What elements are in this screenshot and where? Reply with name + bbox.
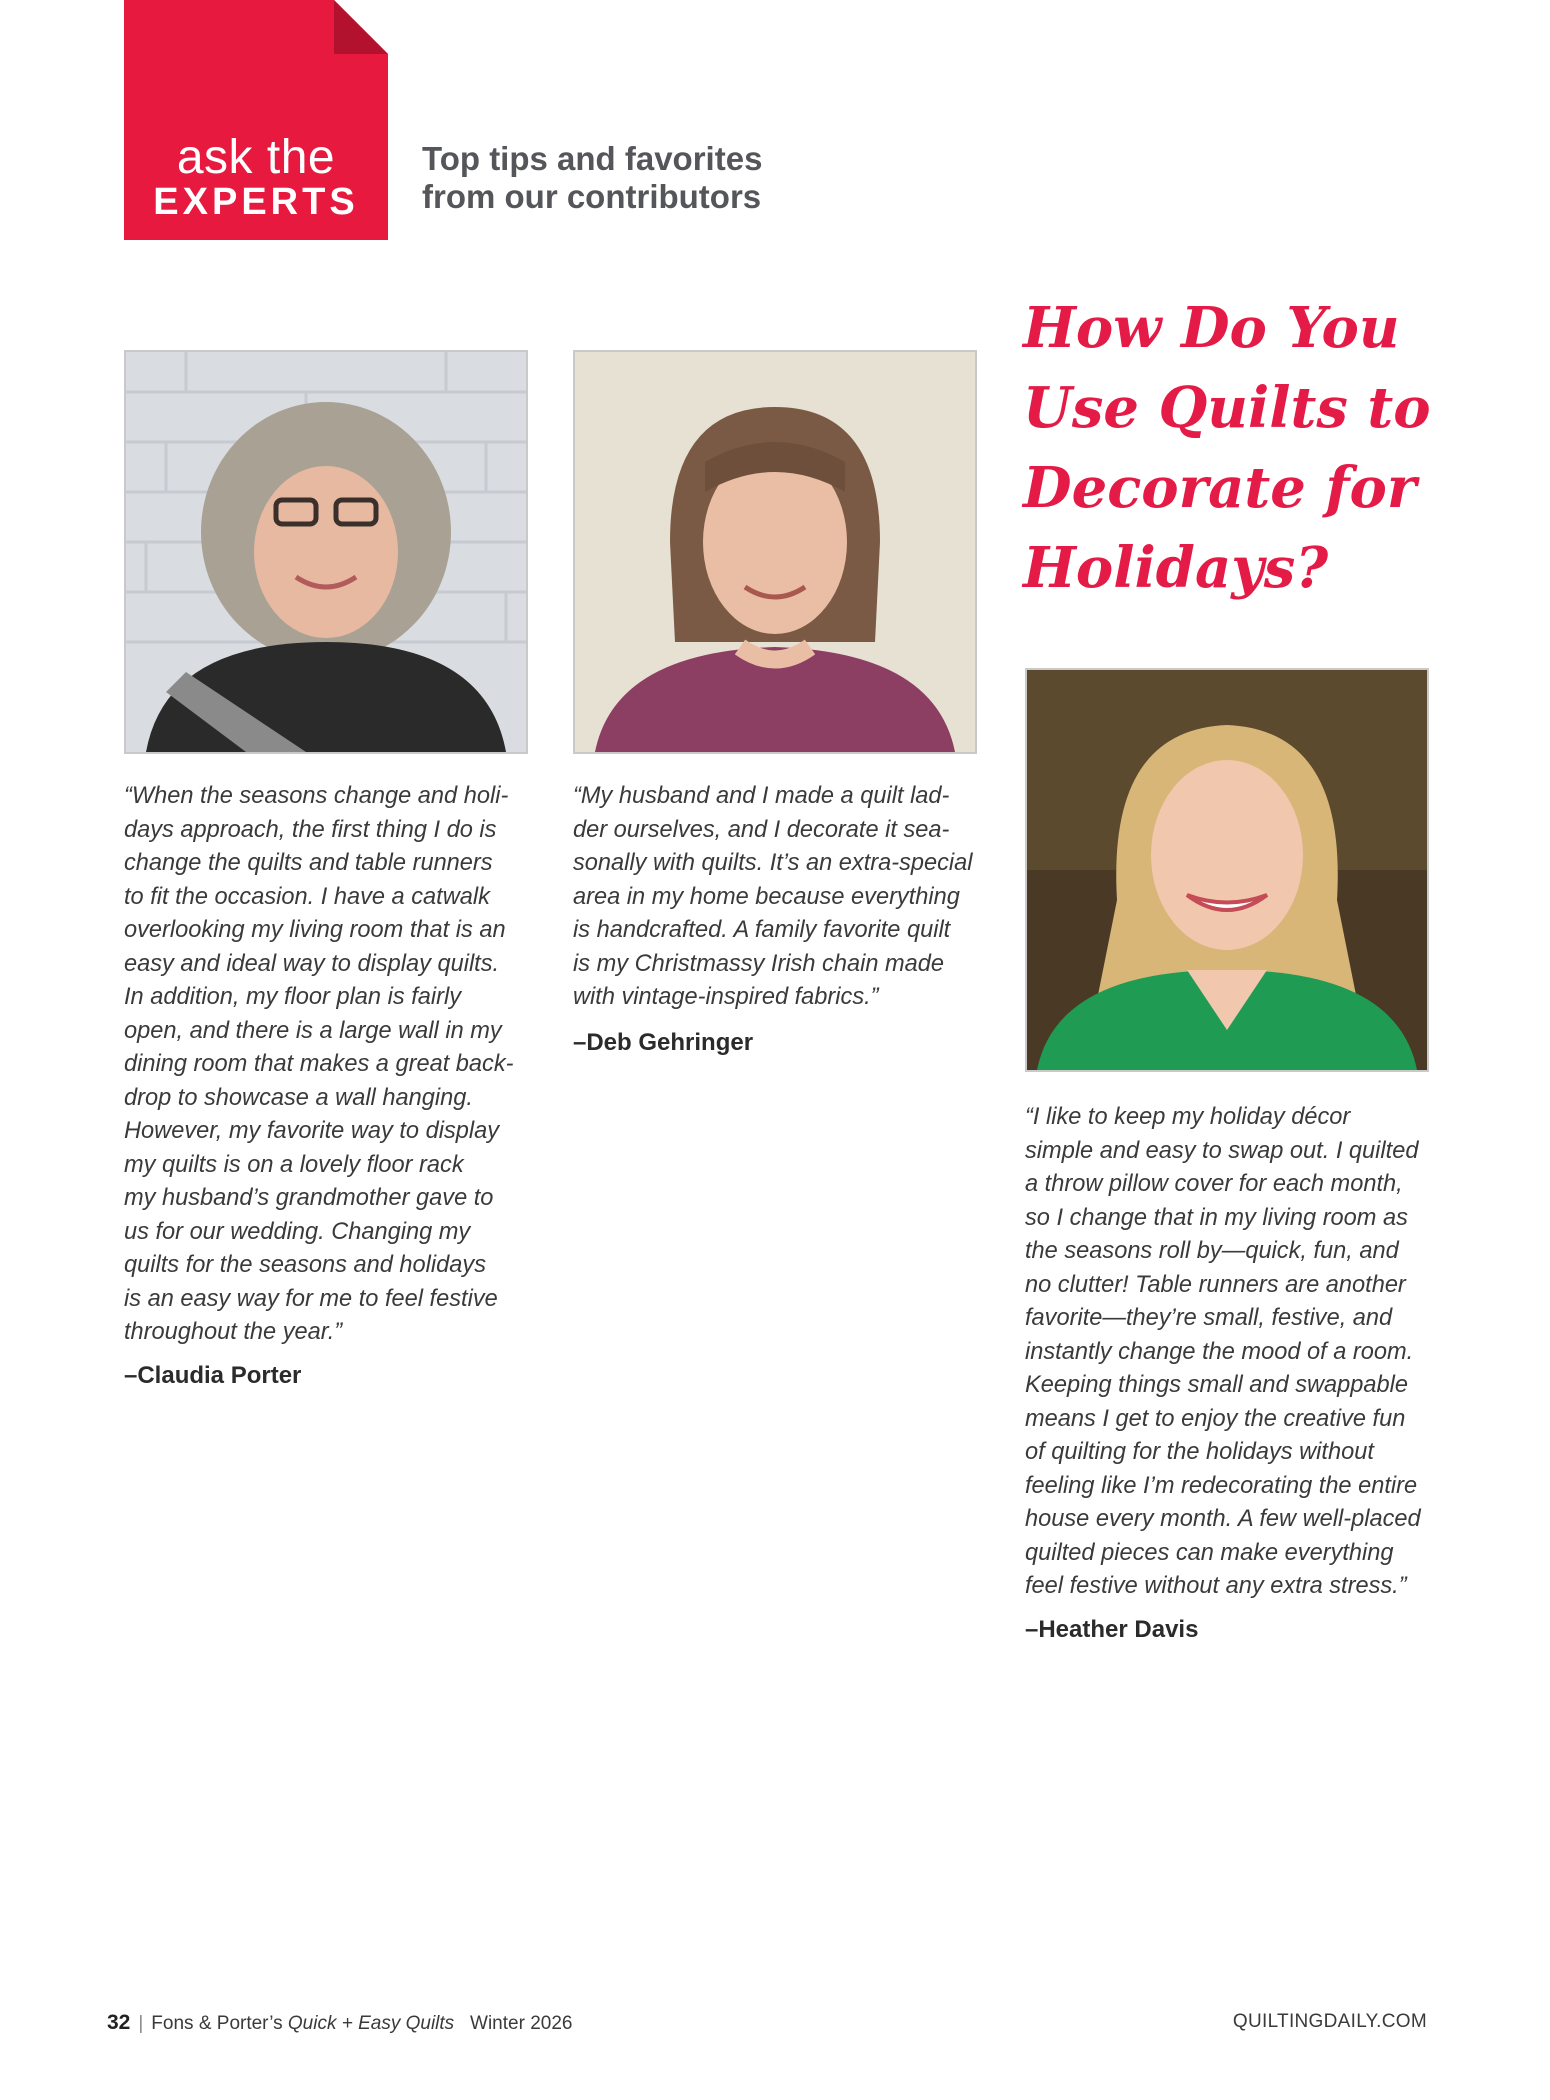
quote-line: throughout the year.”: [124, 1319, 343, 1345]
portrait-photo-icon: [126, 352, 526, 752]
page-footer: [107, 2011, 1427, 2041]
tab-label-experts: EXPERTS: [153, 181, 359, 223]
quote-line: my quilts is on a lovely floor rack: [124, 1151, 464, 1178]
quote-line: favorite—they’re small, festive, and: [1025, 1305, 1393, 1331]
quote-line: means I get to enjoy the creative fun: [1025, 1405, 1406, 1432]
quote-line: is handcrafted. A family favorite quilt: [573, 917, 951, 943]
quote-line: dining room that makes a great back-: [124, 1051, 514, 1077]
quote-line: overlooking my living room that is an: [124, 917, 506, 943]
quote-line: quilted pieces can make everything: [1025, 1539, 1394, 1566]
quote-line: days approach, the first thing I do is: [124, 816, 497, 843]
footer-folio: [107, 2011, 572, 2035]
publication-prefix: Fons & Porter’s: [151, 2013, 288, 2034]
quote-line: quilts for the seasons and holidays: [124, 1252, 486, 1278]
issue-date: Winter 2026: [470, 2013, 573, 2034]
attribution-deb-gehringer: –Deb Gehringer: [573, 1029, 754, 1056]
subtitle-line: from our contributors: [422, 178, 762, 215]
quote-line: simple and easy to swap out. I quilted: [1025, 1137, 1419, 1164]
quote-line: Keeping things small and swappable: [1025, 1372, 1408, 1398]
quote-line: “I like to keep my holiday décor: [1025, 1104, 1351, 1130]
expert-photo-heather-davis: [1025, 668, 1429, 1072]
quote-line: house every month. A few well-placed: [1025, 1506, 1421, 1532]
website-link[interactable]: QUILTINGDAILY.COM: [1232, 2011, 1427, 2032]
quote-line: drop to showcase a wall hanging.: [124, 1084, 473, 1111]
attribution-heather-davis: –Heather Davis: [1025, 1616, 1199, 1643]
attribution-claudia-porter: –Claudia Porter: [124, 1362, 302, 1389]
quote-line: no clutter! Table runners are another: [1025, 1271, 1406, 1298]
publication-title: Quick + Easy Quilts: [287, 2013, 455, 2034]
quote-line: is an easy way for me to feel festive: [124, 1285, 498, 1312]
portrait-photo-icon: [575, 352, 975, 752]
headline-line: Decorate for: [1023, 455, 1417, 521]
quote-line: instantly change the mood of a room.: [1025, 1338, 1414, 1365]
page-number: 32: [107, 2011, 131, 2034]
tab-label-ask-the: ask the: [176, 131, 336, 184]
quote-line: so I change that in my living room as: [1025, 1204, 1408, 1231]
footer-separator: |: [138, 2013, 144, 2034]
quote-line: us for our wedding. Changing my: [124, 1218, 471, 1245]
quote-line: the seasons roll by—quick, fun, and: [1025, 1238, 1399, 1264]
headline-line: Use Quilts to: [1023, 375, 1431, 441]
quote-line: “When the seasons change and holi-: [124, 783, 509, 809]
quote-line: is my Christmassy Irish chain made: [573, 950, 945, 977]
quote-line: change the quilts and table runners: [124, 850, 493, 876]
section-subtitle: [422, 140, 842, 216]
headline-line: How Do You: [1023, 295, 1400, 361]
headline-line: Holidays?: [1023, 535, 1329, 601]
quote-line: of quilting for the holidays without: [1025, 1439, 1374, 1465]
quote-line: feel festive without any extra stress.”: [1025, 1573, 1407, 1599]
quote-line: sonally with quilts. It’s an extra-special: [573, 850, 973, 876]
portrait-photo-icon: [1027, 670, 1427, 1070]
quote-line: feeling like I’m redecorating the entire: [1025, 1472, 1418, 1499]
expert-photo-claudia-porter: [124, 350, 528, 754]
quote-line: open, and there is a large wall in my: [124, 1017, 502, 1044]
quote-line: In addition, my floor plan is fairly: [124, 984, 462, 1010]
quote-line: However, my favorite way to display: [124, 1118, 500, 1144]
section-tab: [124, 0, 388, 240]
expert-quote-deb-gehringer: [573, 780, 993, 1015]
subtitle-line: Top tips and favorites: [422, 140, 763, 177]
quote-line: with vintage-inspired fabrics.”: [573, 984, 879, 1010]
page-headline: [1023, 288, 1431, 608]
quote-line: to fit the occasion. I have a catwalk: [124, 883, 490, 910]
quote-line: “My husband and I made a quilt lad-: [573, 783, 950, 809]
quote-line: a throw pillow cover for each month,: [1025, 1171, 1403, 1197]
quote-line: easy and ideal way to display quilts.: [124, 950, 500, 977]
expert-photo-deb-gehringer: [573, 350, 977, 754]
expert-quote-heather-davis: [1025, 1101, 1445, 1604]
expert-quote-claudia-porter: [124, 780, 544, 1350]
quote-line: area in my home because everything: [573, 883, 960, 910]
quote-line: der ourselves, and I decorate it sea-: [573, 816, 950, 843]
quote-line: my husband’s grandmother gave to: [124, 1185, 494, 1211]
